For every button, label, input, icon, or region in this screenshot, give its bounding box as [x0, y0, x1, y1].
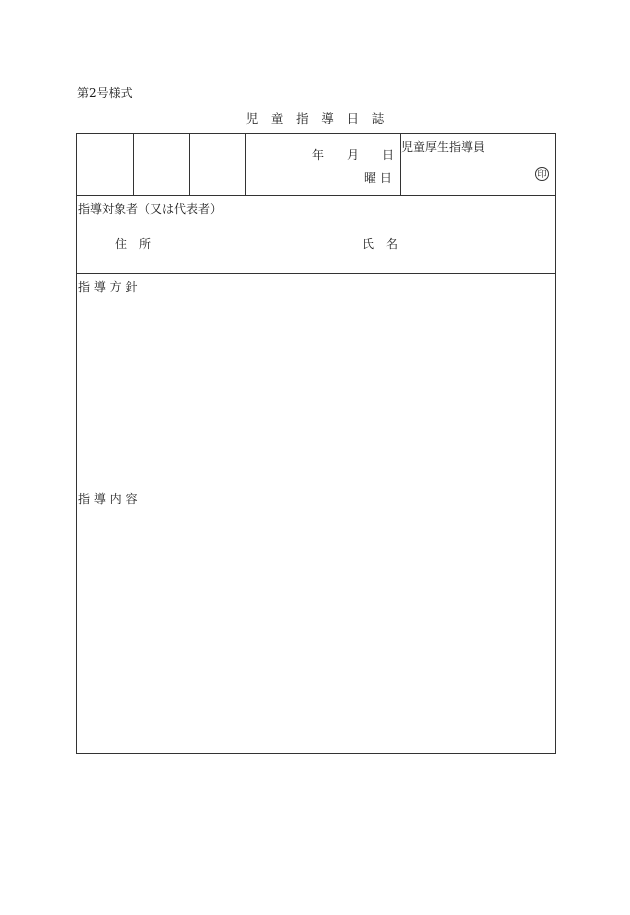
seal-icon: 印: [535, 167, 549, 181]
date-cell[interactable]: [246, 134, 400, 194]
target-heading: 指導対象者（又は代表者）: [78, 202, 223, 216]
policy-heading: 指 導 方 針: [78, 280, 138, 294]
target-section[interactable]: [77, 196, 555, 273]
stamp-cell-2[interactable]: [134, 134, 189, 194]
address-label: 住 所: [115, 237, 152, 251]
day-label: 日: [382, 148, 395, 162]
name-label: 氏 名: [362, 237, 399, 251]
stamp-cell-3[interactable]: [190, 134, 245, 194]
officer-cell[interactable]: [401, 134, 555, 194]
page-title: 児 童 指 導 日 誌: [245, 111, 385, 126]
journal-form-table: [76, 133, 556, 754]
stamp-cell-1[interactable]: [77, 134, 133, 194]
year-label: 年: [312, 148, 325, 162]
guidance-section[interactable]: [77, 274, 555, 753]
content-heading: 指 導 内 容: [78, 492, 138, 506]
form-number: 第2号様式: [77, 86, 133, 100]
month-label: 月: [347, 148, 360, 162]
officer-label: 児童厚生指導員: [401, 140, 486, 154]
weekday-label: 曜 日: [364, 171, 392, 185]
